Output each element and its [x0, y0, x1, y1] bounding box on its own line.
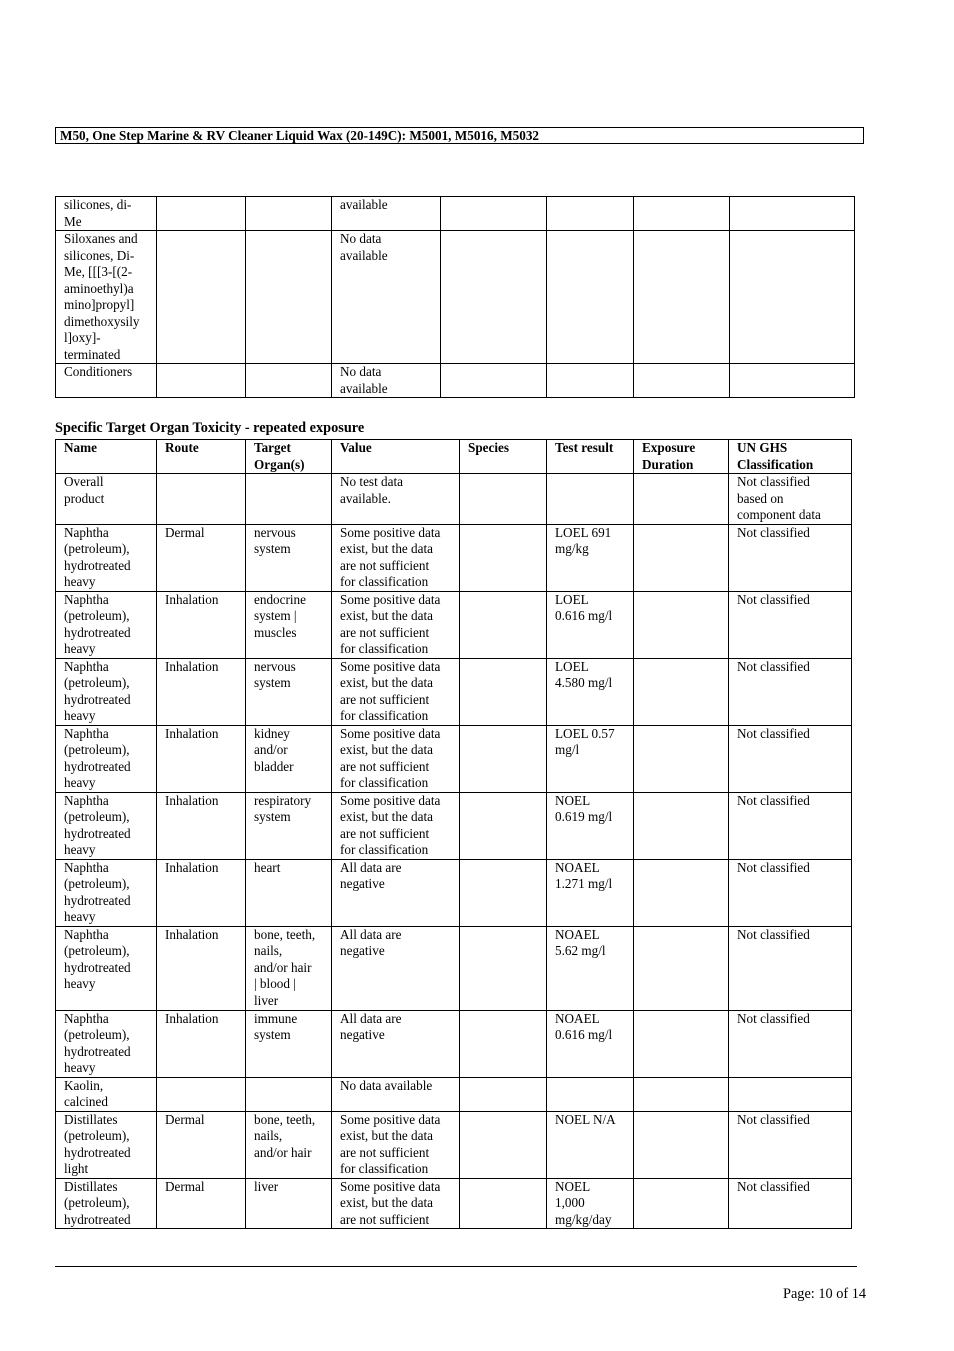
table-cell: Naphtha (petroleum), hydrotreated heavy [56, 859, 157, 926]
table-cell: Inhalation [157, 591, 246, 658]
table-cell: Naphtha (petroleum), hydrotreated heavy [56, 591, 157, 658]
table-cell [730, 197, 855, 231]
column-header: Target Organ(s) [246, 440, 332, 474]
page-number: Page: 10 of 14 [783, 1286, 866, 1302]
table-cell [460, 792, 547, 859]
stot-section-title: Specific Target Organ Toxicity - repeated exposure [55, 420, 365, 436]
table-cell [730, 231, 855, 364]
table-cell: Inhalation [157, 658, 246, 725]
table-cell: silicones, di- Me [56, 197, 157, 231]
table-cell: NOAEL 5.62 mg/l [547, 926, 634, 1010]
table-cell [634, 231, 730, 364]
table-cell: Not classified [729, 658, 852, 725]
table-row [56, 524, 852, 591]
table-cell: No test data available. [332, 474, 460, 525]
table-cell: kidney and/or bladder [246, 725, 332, 792]
top-continuation-table [55, 196, 855, 398]
table-cell [460, 926, 547, 1010]
table-row [56, 1178, 852, 1229]
table-row [56, 658, 852, 725]
table-cell [634, 725, 729, 792]
table-cell: liver [246, 1178, 332, 1229]
column-header: Exposure Duration [634, 440, 729, 474]
table-cell: Not classified [729, 1111, 852, 1178]
table-cell [634, 1010, 729, 1077]
table-cell [460, 474, 547, 525]
table-row [56, 1010, 852, 1077]
table-cell [246, 197, 332, 231]
table-cell [246, 364, 332, 398]
table-cell [460, 1010, 547, 1077]
table-cell: nervous system [246, 524, 332, 591]
table-cell [460, 1111, 547, 1178]
table-cell: Some positive data exist, but the data are not sufficient for classification [332, 725, 460, 792]
table-cell [157, 474, 246, 525]
table-cell [634, 1077, 729, 1111]
table-cell: heart [246, 859, 332, 926]
table-cell [634, 474, 729, 525]
table-cell: Inhalation [157, 1010, 246, 1077]
table-cell: Overall product [56, 474, 157, 525]
table-cell [729, 1077, 852, 1111]
table-cell [634, 792, 729, 859]
table-row [56, 859, 852, 926]
table-cell: Not classified [729, 591, 852, 658]
table-row [56, 364, 855, 398]
table-cell: bone, teeth, nails, and/or hair [246, 1111, 332, 1178]
table-cell: All data are negative [332, 926, 460, 1010]
table-cell [460, 1077, 547, 1111]
table-cell: Inhalation [157, 926, 246, 1010]
table-row [56, 792, 852, 859]
table-cell: LOEL 0.616 mg/l [547, 591, 634, 658]
table-cell: NOEL N/A [547, 1111, 634, 1178]
table-row [56, 1111, 852, 1178]
table-row [56, 197, 855, 231]
table-cell [547, 364, 634, 398]
table-cell: bone, teeth, nails, and/or hair | blood | liver [246, 926, 332, 1010]
table-cell: Naphtha (petroleum), hydrotreated heavy [56, 725, 157, 792]
table-cell: Not classified [729, 926, 852, 1010]
table-cell: Not classified based on component data [729, 474, 852, 525]
table-cell [634, 859, 729, 926]
table-cell: LOEL 4.580 mg/l [547, 658, 634, 725]
table-cell: Dermal [157, 524, 246, 591]
table-cell: immune system [246, 1010, 332, 1077]
table-cell: NOAEL 1.271 mg/l [547, 859, 634, 926]
table-cell: Some positive data exist, but the data are not sufficient for classification [332, 591, 460, 658]
column-header: Route [157, 440, 246, 474]
table-row [56, 474, 852, 525]
table-cell: Not classified [729, 1178, 852, 1229]
table-cell: All data are negative [332, 859, 460, 926]
table-row [56, 231, 855, 364]
document-title: M50, One Step Marine & RV Cleaner Liquid Wax (20-149C): M5001, M5016, M5032 [60, 128, 540, 143]
table-cell: Not classified [729, 792, 852, 859]
table-cell [157, 1077, 246, 1111]
table-cell [634, 1111, 729, 1178]
table-cell [730, 364, 855, 398]
column-header: UN GHS Classification [729, 440, 852, 474]
table-cell: Some positive data exist, but the data are not sufficient [332, 1178, 460, 1229]
table-cell [634, 658, 729, 725]
table-cell: NOAEL 0.616 mg/l [547, 1010, 634, 1077]
table-cell: LOEL 0.57 mg/l [547, 725, 634, 792]
table-cell [634, 364, 730, 398]
table-cell: Naphtha (petroleum), hydrotreated heavy [56, 1010, 157, 1077]
table-cell [246, 1077, 332, 1111]
table-cell: Some positive data exist, but the data are not sufficient for classification [332, 1111, 460, 1178]
table-cell: Distillates (petroleum), hydrotreated light [56, 1111, 157, 1178]
table-cell [441, 197, 547, 231]
table-cell: Not classified [729, 859, 852, 926]
document-header [55, 127, 864, 144]
table-cell: NOEL 1,000 mg/kg/day [547, 1178, 634, 1229]
column-header: Name [56, 440, 157, 474]
table-cell [460, 725, 547, 792]
table-cell: Not classified [729, 725, 852, 792]
table-cell: NOEL 0.619 mg/l [547, 792, 634, 859]
table-cell [460, 591, 547, 658]
table-cell: available [332, 197, 441, 231]
table-cell: Not classified [729, 524, 852, 591]
table-row [56, 926, 852, 1010]
table-cell: Kaolin, calcined [56, 1077, 157, 1111]
table-cell: endocrine system | muscles [246, 591, 332, 658]
table-cell: Dermal [157, 1178, 246, 1229]
table-cell [246, 474, 332, 525]
table-cell: Some positive data exist, but the data are not sufficient for classification [332, 792, 460, 859]
table-cell [460, 658, 547, 725]
table-cell [157, 231, 246, 364]
table-cell [157, 364, 246, 398]
table-cell: Inhalation [157, 792, 246, 859]
column-header: Species [460, 440, 547, 474]
table-cell [634, 591, 729, 658]
table-cell: Not classified [729, 1010, 852, 1077]
table-cell [246, 231, 332, 364]
table-row [56, 725, 852, 792]
table-cell: LOEL 691 mg/kg [547, 524, 634, 591]
table-cell: Naphtha (petroleum), hydrotreated heavy [56, 926, 157, 1010]
table-cell [634, 926, 729, 1010]
table-cell: Naphtha (petroleum), hydrotreated heavy [56, 792, 157, 859]
table-cell [547, 197, 634, 231]
footer-divider [55, 1266, 857, 1267]
table-cell [441, 231, 547, 364]
table-cell [547, 231, 634, 364]
table-cell: No data available [332, 1077, 460, 1111]
table-cell [460, 859, 547, 926]
table-cell [547, 474, 634, 525]
table-cell: Inhalation [157, 859, 246, 926]
table-cell [460, 1178, 547, 1229]
table-cell: Naphtha (petroleum), hydrotreated heavy [56, 524, 157, 591]
table-cell: No data available [332, 231, 441, 364]
table-cell [460, 524, 547, 591]
column-header: Test result [547, 440, 634, 474]
table-cell: Some positive data exist, but the data are not sufficient for classification [332, 524, 460, 591]
table-cell: respiratory system [246, 792, 332, 859]
table-cell: nervous system [246, 658, 332, 725]
table-cell: Naphtha (petroleum), hydrotreated heavy [56, 658, 157, 725]
table-cell [157, 197, 246, 231]
table-cell: Distillates (petroleum), hydrotreated [56, 1178, 157, 1229]
table-cell: Dermal [157, 1111, 246, 1178]
table-cell: Inhalation [157, 725, 246, 792]
table-cell: No data available [332, 364, 441, 398]
table-cell: All data are negative [332, 1010, 460, 1077]
table-cell [441, 364, 547, 398]
table-header-row [56, 440, 852, 474]
table-cell [634, 524, 729, 591]
table-cell [547, 1077, 634, 1111]
table-row [56, 1077, 852, 1111]
table-cell: Conditioners [56, 364, 157, 398]
table-row [56, 591, 852, 658]
table-cell: Some positive data exist, but the data are not sufficient for classification [332, 658, 460, 725]
stot-repeated-exposure-table [55, 439, 852, 1229]
table-cell: Siloxanes and silicones, Di- Me, [[[3-[(2- aminoethyl)a mino]propyl] dimethoxysily l]oxy]- terminated [56, 231, 157, 364]
table-cell [634, 1178, 729, 1229]
column-header: Value [332, 440, 460, 474]
table-cell [634, 197, 730, 231]
